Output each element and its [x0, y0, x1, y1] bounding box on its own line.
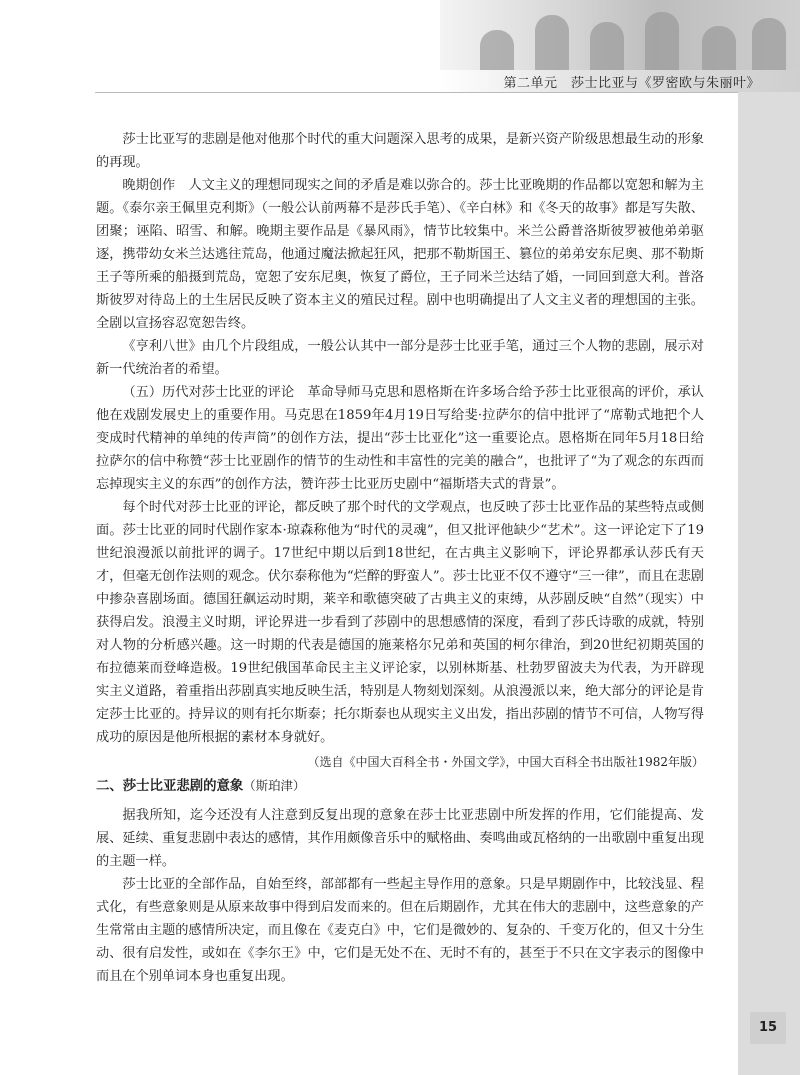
body-paragraph: 据我所知，迄今还没有人注意到反复出现的意象在莎士比亚悲剧中所发挥的作用，它们能提高、发展、延续、重复悲剧中表达的感情，其作用颇像音乐中的赋格曲、奏鸣曲或瓦格纳的一出歌剧中重复出现的主题一样。 [96, 808, 704, 869]
running-header-title: 第二单元 莎士比亚与《罗密欧与朱丽叶》 [503, 76, 760, 91]
section-heading [96, 774, 704, 798]
body-paragraph: 莎士比亚的全部作品，自始至终，部部都有一些起主导作用的意象。只是早期剧作中，比较浅显、程式化，有些意象则是从原来故事中得到启发而来的。但在后期剧作，尤其在伟大的悲剧中，这些意象的产生常常由主题的感情所决定，而且像在《麦克白》中，它们是微妙的、复杂的、千变万化的，但又十分生动、很有启发性，或如在《李尔王》中，它们是无处不在、无时不有的，甚至于不只在文字表示的图像中而且在个别单词本身也重复出现。 [96, 877, 704, 984]
source-citation: （选自《中国大百科全书・外国文学》，中国大百科全书出版社1982年版） [307, 755, 704, 769]
header-divider [95, 92, 800, 93]
body-paragraph: 晚期创作 人文主义的理想同现实之间的矛盾是难以弥合的。莎士比亚晚期的作品都以宽恕和解为主题。《泰尔亲王佩里克利斯》（一般公认前两幕不是莎氏手笔）、《辛白林》和《冬天的故事》都是写失散、团聚；诬陷、昭雪、和解。晚期主要作品是《暴风雨》，情节比较集中。米兰公爵普洛斯彼罗被他弟弟驱逐，携带幼女米兰达逃往荒岛，他通过魔法掀起狂风，把那不勒斯国王、篡位的弟弟安东尼奥、那不勒斯王子等所乘的船摄到荒岛，宽恕了安东尼奥，恢复了爵位，王子同米兰达结了婚，一同回到意大利。普洛斯彼罗对待岛上的土生居民反映了资本主义的殖民过程。剧中也明确提出了人文主义者的理想国的主张。全剧以宣扬容忍宽恕告终。 [96, 178, 704, 331]
body-paragraph: 每个时代对莎士比亚的评论，都反映了那个时代的文学观点，也反映了莎士比亚作品的某些特点或侧面。莎士比亚的同时代剧作家本·琼森称他为“时代的灵魂”，但又批评他缺少“艺术”。这一评论定下了19世纪浪漫派以前批评的调子。17世纪中期以后到18世纪，在古典主义影响下，评论界都承认莎氏有天才，但毫无创作法则的观念。伏尔泰称他为“烂醉的野蛮人”。莎士比亚不仅不遵守“三一律”，而且在悲剧中掺杂喜剧场面。德国狂飙运动时期，莱辛和歌德突破了古典主义的束缚，从莎剧反映“自然”（现实）中获得启发。浪漫主义时期，评论界进一步看到了莎剧中的思想感情的深度，看到了莎氏诗歌的成就，特别对人物的分析感兴趣。这一时期的代表是德国的施莱格尔兄弟和英国的柯尔律治，到20世纪初期英国的布拉德莱而登峰造极。19世纪俄国革命民主主义评论家，以别林斯基、杜勃罗留波夫为代表，为开辟现实主义道路，着重指出莎剧真实地反映生活，特别是人物刻划深刻。从浪漫派以来，绝大部分的评论是肯定莎士比亚的。持异议的则有托尔斯泰；托尔斯泰也从现实主义出发，指出莎剧的情节不可信，人物写得成功的原因是他所根据的素材本身就好。 [96, 500, 704, 745]
side-margin-strip [738, 92, 800, 1075]
header-decorative-image [440, 0, 800, 70]
body-paragraph: 《亨利八世》由几个片段组成，一般公认其中一部分是莎士比亚手笔，通过三个人物的悲剧，展示对新一代统治者的希望。 [96, 339, 704, 377]
section-title: 二、莎士比亚悲剧的意象 [96, 779, 244, 794]
body-paragraph: 莎士比亚写的悲剧是他对他那个时代的重大问题深入思考的成果，是新兴资产阶级思想最生动的形象的再现。 [96, 132, 704, 170]
section-author: （斯珀津） [243, 778, 306, 793]
page-body [96, 128, 704, 988]
page-number: 15 [750, 1012, 786, 1044]
body-paragraph: （五）历代对莎士比亚的评论 革命导师马克思和恩格斯在许多场合给予莎士比亚很高的评价，承认他在戏剧发展史上的重要作用。马克思在1859年4月19日写给斐·拉萨尔的信中批评了“席勒式地把个人变成时代精神的单纯的传声筒”的创作方法，提出“莎士比亚化”这一重要论点。恩格斯在同年5月18日给拉萨尔的信中称赞“莎士比亚剧作的情节的生动性和丰富性的完美的融合”，也批评了“为了观念的东西而忘掉现实主义的东西”的创作方法，赞许莎士比亚历史剧中“福斯塔夫式的背景”。 [96, 385, 704, 492]
